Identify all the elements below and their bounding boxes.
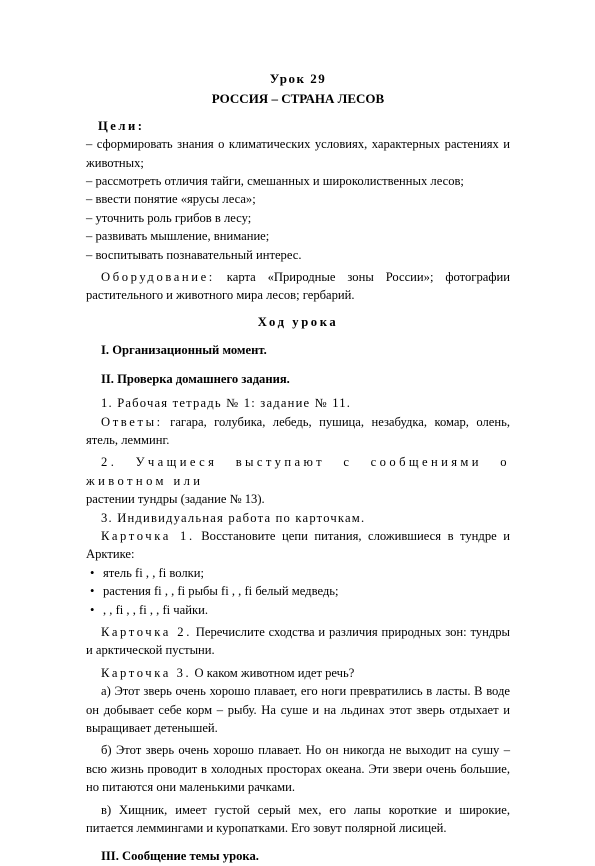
card3-label: Карточка 3. <box>101 665 192 680</box>
card1-text: Восстановите цепи питания, сложившиеся в тундре и Арктике: <box>86 528 510 562</box>
bullet-icon: • <box>90 565 95 580</box>
card1-label: Карточка 1. <box>101 528 195 543</box>
card1-bullet-text: ятель fi , , fi волки; <box>103 565 204 580</box>
course-heading: Ход урока <box>257 314 339 329</box>
document-page <box>86 68 510 866</box>
answers-paragraph <box>86 413 510 450</box>
lesson-number: Урок 29 <box>269 71 327 86</box>
card2-text: Перечислите сходства и различия природных зон: тундры и арктической пустыни. <box>86 624 510 658</box>
bullet-icon: • <box>90 584 95 599</box>
card1-bullet <box>86 601 510 619</box>
task2-spaced: 2. Учащиеся выступают с сообщениями о животном или <box>86 455 510 488</box>
task3-label: 3. Индивидуальная работа по карточкам. <box>101 510 366 525</box>
bullet-icon: • <box>90 602 95 617</box>
section-homework-check: II. Проверка домашнего задания. <box>101 371 290 386</box>
card2-paragraph <box>86 623 510 660</box>
goals-heading: Цели: <box>98 118 145 133</box>
equipment-label: Оборудование: <box>101 270 215 285</box>
goal-item: – рассмотреть отличия тайги, смешанных и широколиственных лесов; <box>86 174 464 189</box>
card2-label: Карточка 2. <box>101 624 192 639</box>
card1-bullet <box>86 582 510 600</box>
task1-label: 1. Рабочая тетрадь № 1: задание № 11. <box>101 396 352 411</box>
goal-item: – уточнить роль грибов в лесу; <box>86 210 252 225</box>
goal-item: – воспитывать познавательный интерес. <box>86 247 302 262</box>
card1-bullet <box>86 564 510 582</box>
answers-label: Ответы: <box>101 414 163 429</box>
card1-bullet-text: растения fi , , fi рыбы fi , , fi белый медведь; <box>103 584 339 599</box>
card3-option-a: а) Этот зверь очень хорошо плавает, его ноги превратились в ласты. В воде он добывает себе корм – рыбу. На суше и на льдинах этот зверь отдыхает и выращивает детенышей. <box>86 684 510 735</box>
card1-paragraph <box>86 527 510 564</box>
task2-paragraph <box>86 453 510 508</box>
goal-item: – сформировать знания о климатических условиях, характерных растениях и животных; <box>86 137 510 170</box>
card1-bullet-text: , , fi , , fi , , fi чайки. <box>103 602 208 617</box>
card3-option-b: б) Этот зверь очень хорошо плавает. Но он никогда не выходит на сушу – всю жизнь проводит в холодных просторах океана. Эти звери очень большие, но питаются они маленькими рачками. <box>86 743 510 795</box>
card3-option-c: в) Хищник, имеет густой серый мех, его лапы короткие и широкие, питается леммингами и куропатками. Его зовут полярной лисицей. <box>86 802 510 836</box>
section-topic-message: III. Сообщение темы урока. <box>101 849 259 864</box>
equipment-text: карта «Природные зоны России»; фотографии растительного и животного мира лесов; гербарий. <box>86 270 510 303</box>
goal-item: – развивать мышление, внимание; <box>86 229 270 244</box>
card3-paragraph <box>86 664 510 682</box>
equipment-paragraph <box>86 268 510 305</box>
task2-rest: растении тундры (задание № 13). <box>86 492 265 507</box>
lesson-title: РОССИЯ – СТРАНА ЛЕСОВ <box>211 91 385 107</box>
section-organizational: I. Организационный момент. <box>101 343 267 358</box>
card3-text: О каком животном идет речь? <box>191 665 355 680</box>
goal-item: – ввести понятие «ярусы леса»; <box>86 192 256 207</box>
answers-text: гагара, голубика, лебедь, пушица, незабудка, комар, олень, ятель, лемминг. <box>86 414 510 447</box>
